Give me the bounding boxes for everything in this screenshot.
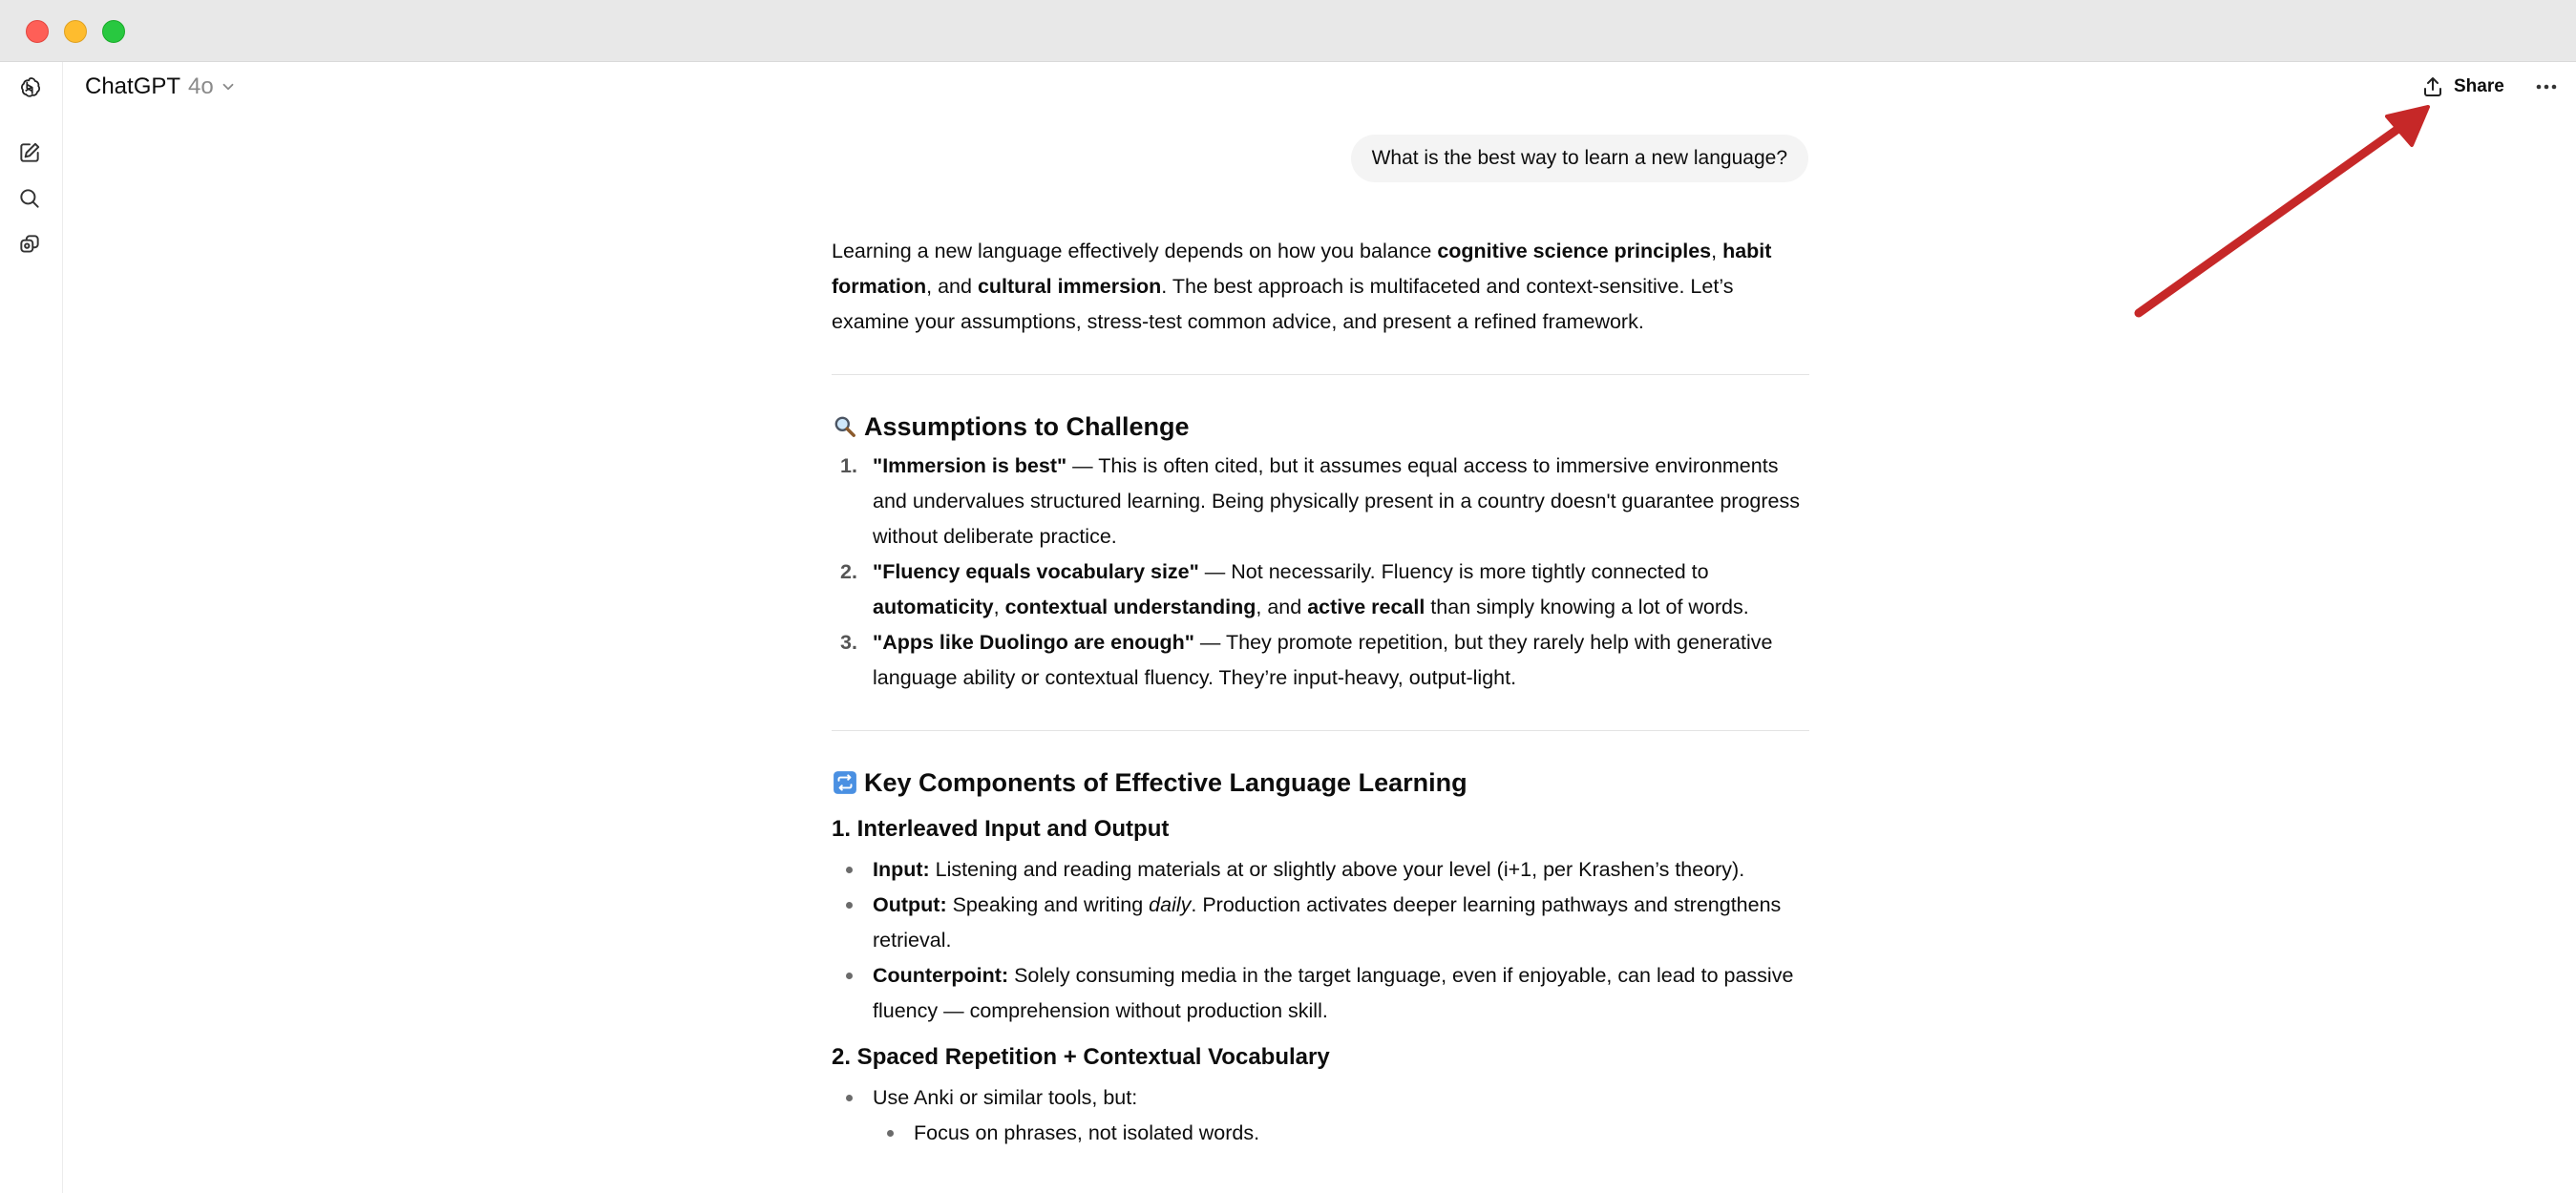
chevron-down-icon — [220, 78, 237, 95]
minimize-window-button[interactable] — [64, 20, 87, 43]
text: . The best approach is multifaceted and context-sensitive. Let’s examine your assumptions, stress-test common advice, and present a refined framework. — [832, 275, 1734, 333]
text: , and — [926, 275, 978, 298]
more-options-button[interactable] — [2532, 73, 2561, 101]
user-message: What is the best way to learn a new language? — [1351, 135, 1808, 182]
nested-list — [832, 1116, 1809, 1151]
text: — They promote repetition, but they rarely help with generative language ability or contextual fluency. They’re input-heavy, output-light. — [873, 631, 1773, 689]
list-number: 2. — [840, 560, 857, 583]
ellipsis-icon — [2536, 84, 2557, 90]
text: Speaking and writing — [946, 893, 1150, 916]
intro-paragraph — [832, 234, 1809, 340]
chatgpt-logo-icon[interactable] — [14, 73, 45, 103]
divider — [832, 730, 1809, 731]
subsection-heading: 2. Spaced Repetition + Contextual Vocabulary — [832, 1044, 1330, 1070]
list-item — [832, 555, 1809, 625]
subsection-heading: 1. Interleaved Input and Output — [832, 816, 1170, 842]
list-item — [832, 449, 1809, 555]
bold-text: contextual understanding — [1004, 596, 1256, 618]
bold-text: "Apps like Duolingo are enough" — [873, 631, 1194, 654]
bold-text: Counterpoint: — [873, 964, 1009, 987]
new-chat-icon[interactable] — [14, 137, 45, 168]
model-name: ChatGPT — [85, 73, 181, 99]
list-item — [832, 852, 1809, 888]
bold-text: Input: — [873, 858, 930, 881]
sidebar-rail — [0, 62, 63, 1193]
italic-text: daily — [1149, 893, 1192, 916]
annotation-arrow — [2120, 95, 2444, 324]
bold-text: active recall — [1307, 596, 1425, 618]
share-label: Share — [2454, 76, 2504, 96]
text: Learning a new language effectively depends on how you balance — [832, 240, 1438, 262]
window-titlebar — [0, 0, 2576, 62]
vocabulary-list — [832, 1080, 1809, 1116]
bold-text: habit formation — [832, 240, 1772, 298]
text: Solely consuming media in the target language, even if enjoyable, can lead to passive fluency — comprehension without production skill. — [873, 964, 1794, 1022]
components-list — [832, 852, 1809, 1029]
text: Listening and reading materials at or slightly above your level (i+1, per Krashen’s theory). — [929, 858, 1745, 881]
bold-text: "Fluency equals vocabulary size" — [873, 560, 1199, 583]
model-version: 4o — [188, 73, 214, 99]
text: than simply knowing a lot of words. — [1425, 596, 1749, 618]
list-number: 3. — [840, 631, 857, 654]
section-heading — [832, 408, 1809, 445]
maximize-window-button[interactable] — [102, 20, 125, 43]
text: . Production activates deeper learning pathways and strengthens retrieval. — [873, 893, 1782, 952]
assumptions-list — [832, 449, 1809, 696]
bold-text: cognitive science principles — [1437, 240, 1712, 262]
list-number: 1. — [840, 454, 857, 477]
magnifying-glass-icon — [832, 413, 858, 440]
text: , — [1711, 240, 1723, 262]
gpts-icon[interactable] — [14, 229, 45, 260]
section-title: Key Components of Effective Language Learning — [864, 768, 1467, 797]
list-item — [832, 958, 1809, 1029]
bold-text: automaticity — [873, 596, 994, 618]
list-item — [832, 625, 1809, 696]
search-icon[interactable] — [14, 183, 45, 214]
assistant-response — [832, 234, 1809, 1151]
text: — Not necessarily. Fluency is more tightly connected to — [1198, 560, 1709, 583]
repeat-icon — [832, 769, 858, 796]
section-title: Assumptions to Challenge — [864, 412, 1190, 441]
bold-text: cultural immersion — [977, 275, 1162, 298]
list-item: Focus on phrases, not isolated words. — [832, 1116, 1809, 1151]
list-item: Use Anki or similar tools, but: — [832, 1080, 1809, 1116]
section-heading — [832, 764, 1809, 801]
bold-text: Output: — [873, 893, 947, 916]
text: — This is often cited, but it assumes equal access to immersive environments and undervalues structured learning. Being physically present in a country doesn't guarantee progress without deliberate practice. — [873, 454, 1800, 548]
close-window-button[interactable] — [26, 20, 49, 43]
model-selector[interactable] — [85, 71, 237, 103]
text: , and — [1256, 596, 1308, 618]
divider — [832, 374, 1809, 375]
list-item — [832, 888, 1809, 958]
text: , — [993, 596, 1005, 618]
bold-text: "Immersion is best" — [873, 454, 1067, 477]
